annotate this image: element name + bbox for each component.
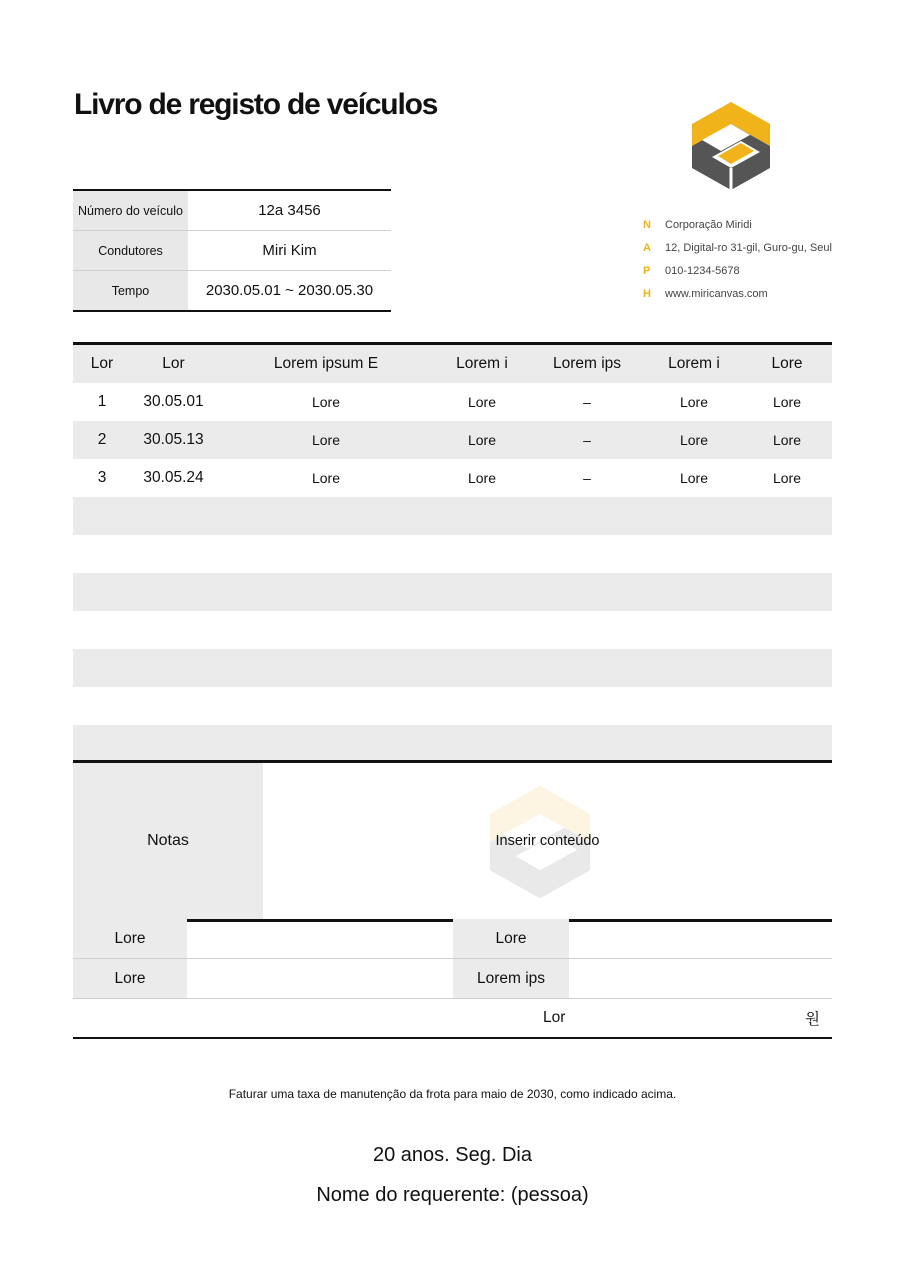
log-table-header: [73, 345, 832, 383]
empty-table-row: [73, 687, 832, 725]
field-row: [73, 959, 832, 999]
company-address: 12, Digital-ro 31-gil, Guro-gu, Seul: [665, 241, 832, 254]
field-row: [73, 919, 832, 959]
company-website: www.miricanvas.com: [665, 287, 768, 300]
field-label: Lore: [73, 919, 187, 958]
notes-content[interactable]: [263, 763, 832, 919]
column-header: Lorem ips: [552, 355, 622, 372]
field-value[interactable]: [187, 919, 453, 958]
info-label: Tempo: [73, 271, 188, 310]
log-table: [73, 342, 832, 763]
column-header: Lor: [90, 355, 114, 372]
empty-table-row: [73, 725, 832, 763]
table-cell: –: [583, 394, 591, 410]
invoice-statement: Faturar uma taxa de manutenção da frota para maio de 2030, como indicado acima.: [228, 1087, 677, 1101]
column-header: Lore: [771, 355, 803, 372]
table-cell: 30.05.13: [143, 431, 204, 448]
table-cell: Lore: [772, 470, 802, 486]
table-cell: Lore: [772, 432, 802, 448]
column-header: Lorem ipsum E: [273, 355, 379, 372]
info-label: Condutores: [73, 231, 188, 270]
table-cell: Lore: [311, 432, 341, 448]
table-cell: Lore: [467, 470, 497, 486]
table-cell: Lore: [467, 394, 497, 410]
table-cell: Lore: [679, 432, 709, 448]
vehicle-info-table: [73, 189, 391, 312]
line-key: A: [643, 241, 651, 254]
date-line: 20 anos. Seg. Dia: [373, 1144, 532, 1166]
company-name: Corporação Miridi: [665, 218, 752, 231]
empty-table-row: [73, 649, 832, 687]
notes-label: Notas: [73, 763, 263, 919]
table-cell: 2: [97, 431, 107, 448]
column-header: Lorem i: [456, 355, 508, 372]
info-row-drivers: [73, 231, 391, 271]
company-name-line: [643, 213, 832, 236]
field-value[interactable]: [569, 959, 832, 998]
notes-section: [73, 760, 832, 922]
info-row-vehicle-number: [73, 191, 391, 231]
info-value: Miri Kim: [262, 242, 317, 259]
company-website-line: [643, 282, 832, 305]
table-cell: 1: [97, 393, 107, 410]
table-row: [73, 421, 832, 459]
table-row: [73, 459, 832, 497]
column-header: Lor: [162, 355, 185, 372]
field-value[interactable]: [187, 959, 453, 998]
column-header: Lorem i: [668, 355, 720, 372]
company-phone: 010-1234-5678: [665, 264, 740, 277]
table-cell: 30.05.24: [143, 469, 204, 486]
table-cell: Lore: [679, 394, 709, 410]
table-cell: 30.05.01: [143, 393, 204, 410]
field-label: Lore: [453, 919, 569, 958]
applicant-line: Nome do requerente: (pessoa): [316, 1184, 589, 1206]
empty-table-row: [73, 497, 832, 535]
field-label: Lorem ips: [453, 959, 569, 998]
line-key: H: [643, 287, 651, 300]
page-title: Livro de registo de veículos: [74, 88, 438, 121]
table-row: [73, 383, 832, 421]
table-cell: Lore: [311, 394, 341, 410]
empty-table-row: [73, 611, 832, 649]
company-logo-icon: [690, 100, 772, 192]
summary-fields: [73, 919, 832, 1039]
info-value: 12a 3456: [258, 202, 321, 219]
company-address-line: [643, 236, 832, 259]
empty-table-row: [73, 573, 832, 611]
notes-placeholder: Inserir conteúdo: [495, 833, 600, 849]
info-row-period: [73, 271, 391, 310]
field-label: Lore: [73, 959, 187, 998]
line-key: P: [643, 264, 651, 277]
table-cell: Lore: [772, 394, 802, 410]
table-cell: Lore: [679, 470, 709, 486]
field-value[interactable]: [569, 919, 832, 958]
total-label: Lor: [543, 1009, 566, 1026]
info-value: 2030.05.01 ~ 2030.05.30: [205, 282, 374, 299]
total-row: [73, 999, 832, 1037]
table-cell: 3: [97, 469, 107, 486]
company-phone-line: [643, 259, 832, 282]
currency-unit: 원: [805, 1011, 820, 1028]
company-details: [643, 213, 832, 305]
table-cell: –: [583, 470, 591, 486]
table-cell: Lore: [311, 470, 341, 486]
table-cell: Lore: [467, 432, 497, 448]
table-cell: –: [583, 432, 591, 448]
line-key: N: [643, 218, 651, 231]
empty-table-row: [73, 535, 832, 573]
info-label: Número do veículo: [73, 191, 188, 230]
